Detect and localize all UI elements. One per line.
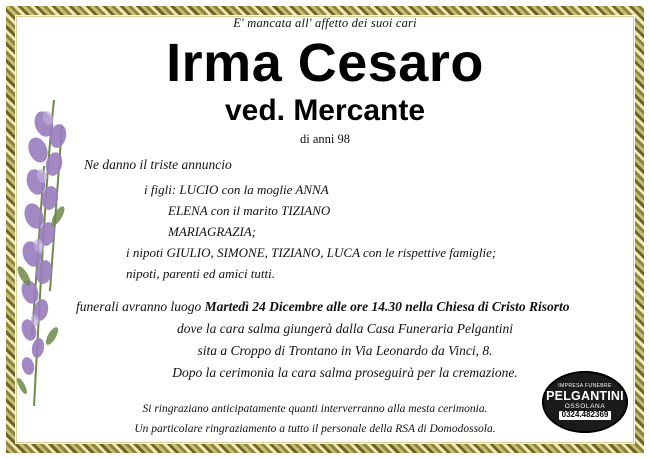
deceased-name: Irma Cesaro: [166, 33, 484, 93]
funeral-datetime: Martedì 24 Dicembre alle ore 14.30 nella Chiesa di Cristo Risorto: [204, 298, 570, 314]
announcement-text: Ne danno il triste annuncio: [84, 156, 232, 172]
notice-content: [18, 14, 632, 445]
funeral-company-logo: [542, 371, 628, 433]
deceased-age: di anni 98: [300, 131, 350, 146]
funeral-line: Dopo la cerimonia la cara salma proseguirà per la cremazione.: [172, 364, 518, 380]
family-list-item: MARIAGRAZIA;: [168, 223, 257, 239]
family-list-item: i nipoti GIULIO, SIMONE, TIZIANO, LUCA con le rispettive famiglie;: [126, 244, 497, 260]
thanks-line: Un particolare ringraziamento a tutto il personale della RSA di Domodossola.: [134, 423, 496, 436]
logo-phone: 0324.482369: [559, 411, 612, 420]
thanks-text: [18, 399, 632, 439]
family-list-item: ELENA con il marito TIZIANO: [168, 202, 331, 218]
deceased-widow-name: ved. Mercante: [224, 93, 426, 127]
thanks-line: Si ringraziano anticipatamente quanti interverranno alla mesta cerimonia.: [142, 403, 488, 416]
logo-company-name: PELGANTINI: [546, 389, 624, 404]
funeral-details: [18, 296, 632, 383]
funeral-line: dove la cara salma giungerà dalla Casa Funeraria Pelgantini: [177, 320, 513, 336]
family-list-item: nipoti, parenti ed amici tutti.: [126, 265, 276, 281]
lead-text: E' mancata all' affetto dei suoi cari: [233, 16, 417, 30]
logo-subtitle: OSSOLANA: [564, 403, 606, 411]
family-list-item: i figli: LUCIO con la moglie ANNA: [144, 181, 329, 197]
logo-top-text: IMPRESA FUNEBRE: [558, 382, 612, 389]
funeral-prefix: funerali avranno luogo: [76, 298, 205, 314]
funeral-line: sita a Croppo di Trontano in Via Leonardo da Vinci, 8.: [197, 342, 493, 358]
family-list: [126, 179, 632, 284]
funeral-line: [66, 296, 624, 318]
